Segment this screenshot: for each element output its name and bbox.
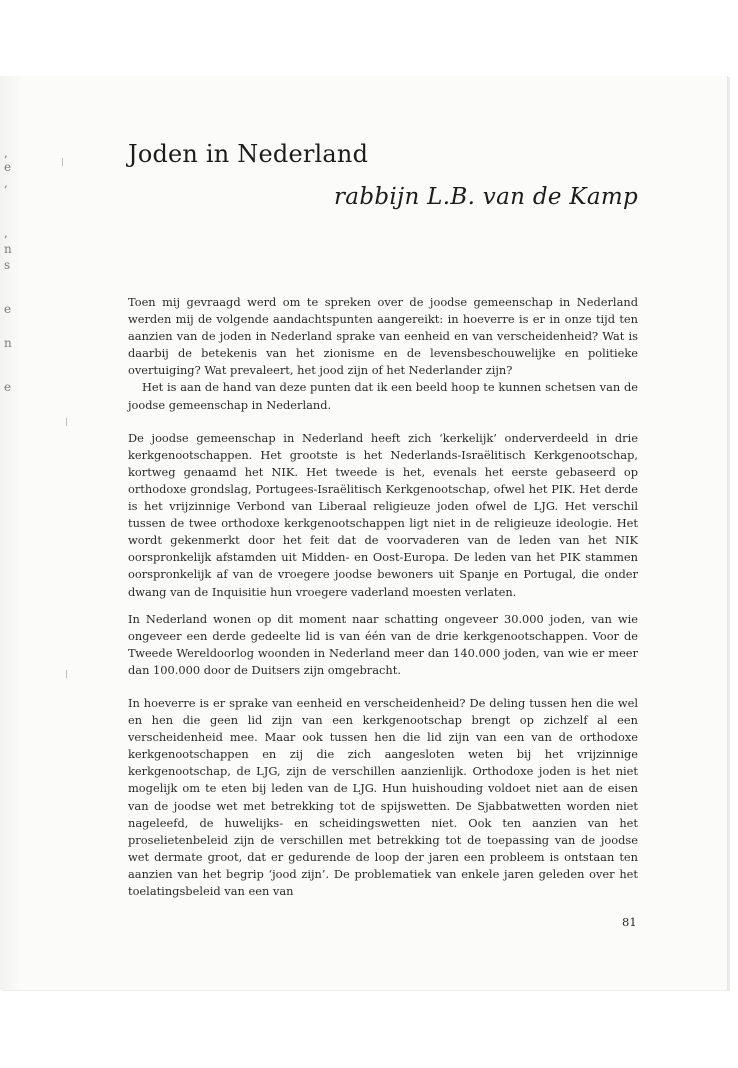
margin-letter: e — [4, 160, 12, 174]
page-number: 81 — [622, 915, 637, 929]
paragraph: Het is aan de hand van deze punten dat ik een beeld hoop te kunnen schetsen van de joodse gemeenschap in Nederland. — [128, 380, 638, 412]
margin-letter: s — [4, 258, 11, 272]
page-mark — [62, 158, 63, 166]
margin-letter: , — [4, 226, 8, 240]
paragraph: In hoeverre is er sprake van eenheid en verscheidenheid? De deling tussen hen die wel en hen die geen lid zijn van een kerkgenootschap brengt op zichzelf al een verscheidenheid mee. Maar ook tussen hen die lid zijn van een van de orthodoxe kerkgenootschappen en zij die zich aangesloten weten bij het vrijzinnige kerkgenootschap, de LJG, zijn de verschillen aanzienlijk. Orthodoxe joden is het niet mogelijk om te eten bij leden van de LJG. Hun huishouding voldoet niet aan de eisen van de joodse wet met betrekking tot de spijswetten. De Sjabbatwetten worden niet nageleefd, de huwelijks- en scheidingswetten niet. Ook ten aanzien van het proselietenbeleid zijn de verschillen met betrekking tot de toepassing van de joodse wet dermate groot, dat er gedurende de loop der jaren een probleem is ontstaan ten aanzien van het begrip ‘jood zijn’. De problematiek van enkele jaren geleden over het toelatingsbeleid van een van — [128, 695, 638, 898]
margin-letter: n — [4, 336, 12, 350]
page-gutter — [0, 76, 20, 990]
margin-letter: e — [4, 302, 12, 316]
paragraph: In Nederland wonen op dit moment naar schatting ongeveer 30.000 joden, van wie ongeveer een derde gedeelte lid is van één van de drie kerkgenootschappen. Voor de Tweede Wereldoorlog woonden in Nederland meer dan 140.000 joden, van wie er meer dan 100.000 door de Duitsers zijn omgebracht. — [128, 611, 638, 677]
article-author: rabbijn L.B. van de Kamp — [334, 184, 638, 210]
page-mark — [66, 670, 67, 678]
margin-letter: n — [4, 242, 12, 256]
margin-letter: , — [4, 176, 8, 190]
paragraph: Toen mij gevraagd werd om te spreken over de joodse gemeenschap in Nederland werden mij de volgende aandachtspunten aangereikt: in hoeverre is er in onze tijd ten aanzien van de joden in Nederland sprake van eenheid en van verscheidenheid? Wat is daarbij de betekenis van het zionisme en de levensbeschouwelijke en politieke overtuiging? Wat prevaleert, het jood zijn of het Nederlander zijn? — [128, 295, 638, 378]
page-mark — [66, 418, 67, 426]
article-body — [128, 294, 638, 900]
margin-letter: e — [4, 380, 12, 394]
margin-letter: , — [4, 146, 8, 160]
article-title: Joden in Nederland — [128, 140, 369, 168]
paragraph: De joodse gemeenschap in Nederland heeft zich ‘kerkelijk’ onderverdeeld in drie kerkgenootschappen. Het grootste is het Nederlands-Israëlitisch Kerkgenootschap, kortweg genaamd het NIK. Het tweede is het, evenals het eerste gebaseerd op orthodoxe grondslag, Portugees-Israëlitisch Kerkgenootschap, ofwel het PIK. Het derde is het vrijzinnige Verbond van Liberaal religieuze joden ofwel de LJG. Het verschil tussen de twee orthodoxe kerkgenootschappen ligt niet in de religieuze ideologie. Het wordt gekenmerkt door het feit dat de voorvaderen van de leden van het NIK oorspronkelijk afstamden uit Midden- en Oost-Europa. De leden van het PIK stammen oorspronkelijk af van de vroegere joodse bewoners uit Spanje en Portugal, die onder dwang van de Inquisitie hun vroegere vaderland moesten verlaten. — [128, 430, 638, 599]
